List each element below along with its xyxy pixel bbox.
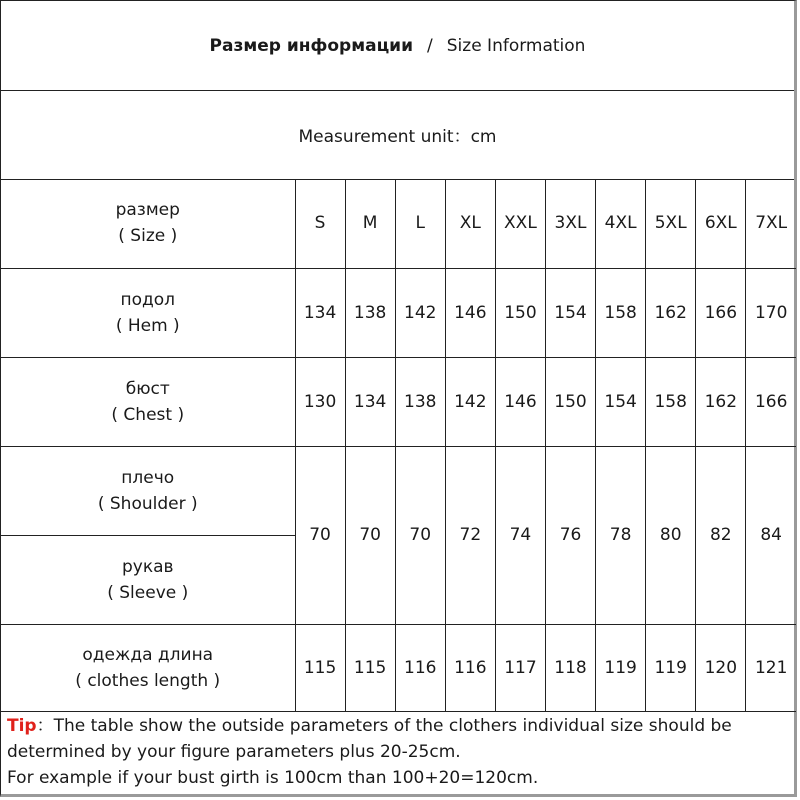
size-cell: 6XL xyxy=(696,179,746,268)
shoulder-sleeve-value: 70 xyxy=(345,446,395,624)
tip-colon: ： xyxy=(36,716,54,736)
tip-line-1 xyxy=(7,713,792,739)
length-value: 121 xyxy=(746,624,796,711)
length-value: 115 xyxy=(295,624,345,711)
size-label-cell xyxy=(1,179,295,268)
length-label-ru: одежда длина xyxy=(82,644,214,665)
chest-value: 158 xyxy=(646,357,696,446)
length-value: 115 xyxy=(345,624,395,711)
sleeve-label-cell xyxy=(1,535,295,624)
length-value: 119 xyxy=(596,624,646,711)
length-label-cell xyxy=(1,624,295,711)
hem-value: 134 xyxy=(295,268,345,357)
shoulder-sleeve-value: 80 xyxy=(646,446,696,624)
shoulder-sleeve-value: 70 xyxy=(395,446,445,624)
chest-value: 138 xyxy=(395,357,445,446)
shoulder-label-cell xyxy=(1,446,295,535)
shoulder-sleeve-value: 78 xyxy=(596,446,646,624)
tip-note xyxy=(7,713,792,791)
hem-value: 166 xyxy=(696,268,746,357)
chest-value: 150 xyxy=(545,357,595,446)
size-row xyxy=(1,179,796,268)
size-label-ru: размер xyxy=(115,200,180,221)
chest-row xyxy=(1,357,796,446)
chest-value: 154 xyxy=(596,357,646,446)
hem-value: 162 xyxy=(646,268,696,357)
shoulder-sleeve-value: 84 xyxy=(746,446,796,624)
hem-value: 138 xyxy=(345,268,395,357)
tip-text-1: The table show the outside parameters of the clothers individual size should be xyxy=(53,716,732,736)
size-cell: 7XL xyxy=(746,179,796,268)
size-cell: XL xyxy=(445,179,495,268)
length-label-en: ( clothes length ) xyxy=(75,670,221,691)
shoulder-label-ru: плечо xyxy=(121,467,175,488)
tip-key: Tip xyxy=(7,716,37,736)
chest-value: 134 xyxy=(345,357,395,446)
size-label-en: ( Size ) xyxy=(118,226,178,247)
shoulder-row xyxy=(1,446,796,535)
hem-value: 146 xyxy=(445,268,495,357)
length-value: 116 xyxy=(395,624,445,711)
shoulder-sleeve-value: 72 xyxy=(445,446,495,624)
title-separator: / xyxy=(427,35,433,56)
size-table xyxy=(1,179,796,712)
hem-value: 142 xyxy=(395,268,445,357)
hem-value: 158 xyxy=(596,268,646,357)
size-cell: S xyxy=(295,179,345,268)
hem-label-en: ( Hem ) xyxy=(115,315,180,336)
clothes-length-row xyxy=(1,624,796,711)
sleeve-label-en: ( Sleeve ) xyxy=(107,582,189,603)
length-value: 117 xyxy=(495,624,545,711)
tip-line-2: determined by your figure parameters plus 20-25cm. xyxy=(7,742,461,762)
size-cell: 3XL xyxy=(545,179,595,268)
chest-label-en: ( Chest ) xyxy=(111,404,185,425)
hem-label-ru: подол xyxy=(120,289,176,310)
chest-label-cell xyxy=(1,357,295,446)
title-russian: Размер информации xyxy=(209,35,414,56)
sleeve-label-ru: рукав xyxy=(121,556,174,577)
chest-value: 166 xyxy=(746,357,796,446)
size-cell: 4XL xyxy=(596,179,646,268)
hem-value: 150 xyxy=(495,268,545,357)
size-cell: M xyxy=(345,179,395,268)
chest-value: 146 xyxy=(495,357,545,446)
length-value: 119 xyxy=(646,624,696,711)
measurement-unit-row xyxy=(1,90,794,180)
chest-value: 142 xyxy=(445,357,495,446)
size-cell: XXL xyxy=(495,179,545,268)
length-value: 118 xyxy=(545,624,595,711)
shoulder-sleeve-value: 76 xyxy=(545,446,595,624)
chest-value: 130 xyxy=(295,357,345,446)
shoulder-label-en: ( Shoulder ) xyxy=(97,493,198,514)
shoulder-sleeve-value: 74 xyxy=(495,446,545,624)
chest-value: 162 xyxy=(696,357,746,446)
shoulder-sleeve-value: 82 xyxy=(696,446,746,624)
title-row xyxy=(1,1,794,91)
shoulder-sleeve-value: 70 xyxy=(295,446,345,624)
hem-label-cell xyxy=(1,268,295,357)
title-english: Size Information xyxy=(446,35,586,56)
measurement-unit-text: Measurement unit：cm xyxy=(298,127,497,147)
size-cell: L xyxy=(395,179,445,268)
size-cell: 5XL xyxy=(646,179,696,268)
length-value: 116 xyxy=(445,624,495,711)
hem-value: 154 xyxy=(545,268,595,357)
chest-label-ru: бюст xyxy=(125,378,170,399)
hem-value: 170 xyxy=(746,268,796,357)
tip-line-3: For example if your bust girth is 100cm than 100+20=120cm. xyxy=(7,768,539,788)
length-value: 120 xyxy=(696,624,746,711)
hem-row xyxy=(1,268,796,357)
